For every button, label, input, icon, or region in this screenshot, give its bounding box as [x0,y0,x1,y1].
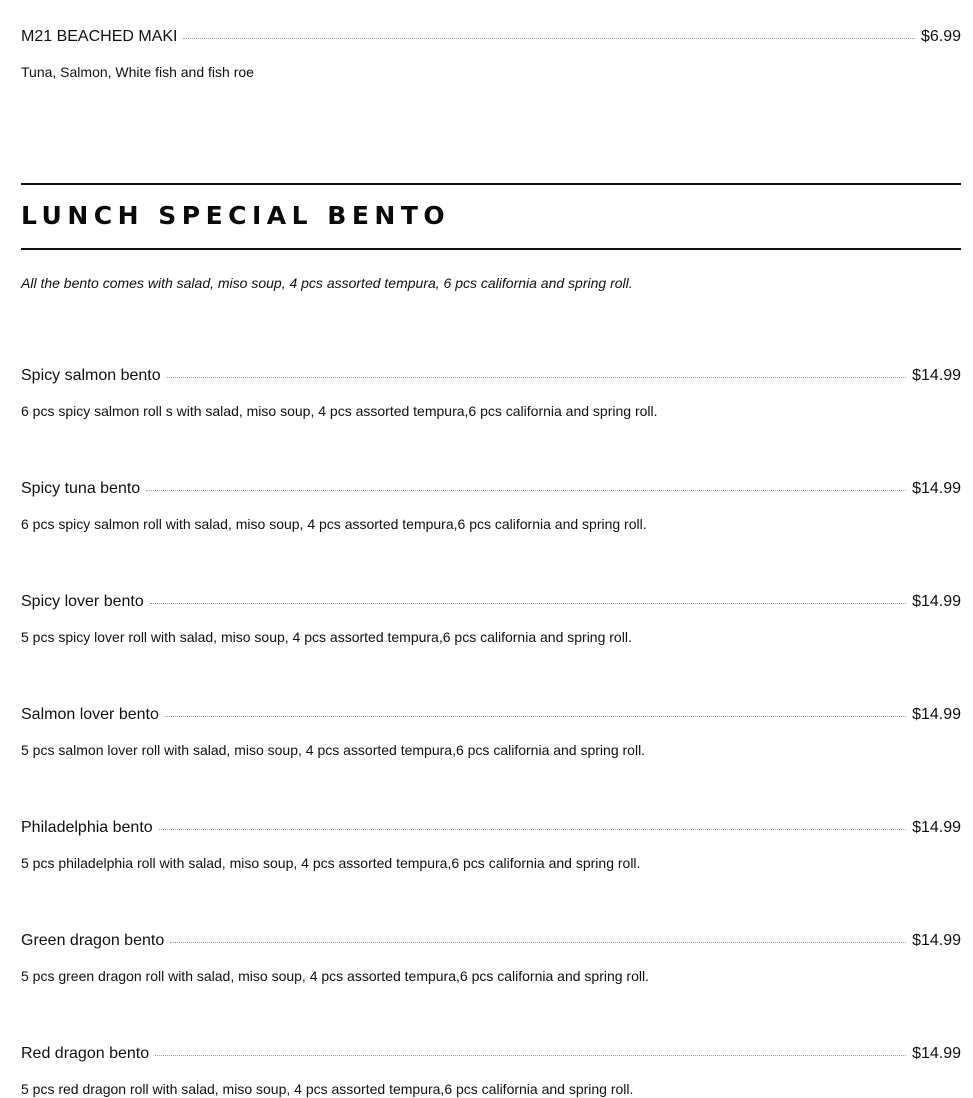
item-name: Spicy lover bento [21,593,144,610]
dotted-leader [183,38,914,39]
menu-item-green-dragon-bento [21,931,961,985]
menu-item-spicy-salmon-bento [21,366,961,420]
item-name: Spicy tuna bento [21,480,141,497]
item-description: 5 pcs spicy lover roll with salad, miso soup, 4 pcs assorted tempura,6 pcs california and spring roll. [21,629,632,645]
item-header-row [21,931,961,951]
item-header-row [21,705,961,725]
item-description: 5 pcs red dragon roll with salad, miso soup, 4 pcs assorted tempura,6 pcs california and spring roll. [21,1081,634,1097]
item-header-row [21,366,961,386]
item-header-row [21,818,961,838]
section-note: All the bento comes with salad, miso soup, 4 pcs assorted tempura, 6 pcs california and spring roll. [21,275,633,291]
item-price: $14.99 [912,1045,961,1062]
item-header-row [21,1044,961,1064]
item-description: 6 pcs spicy salmon roll s with salad, miso soup, 4 pcs assorted tempura,6 pcs california and spring roll. [21,403,658,419]
section-top-rule [21,183,961,185]
item-name: Philadelphia bento [21,819,153,836]
dotted-leader [155,1055,906,1056]
menu-item-philadelphia-bento [21,818,961,872]
item-description: 6 pcs spicy salmon roll with salad, miso soup, 4 pcs assorted tempura,6 pcs california and spring roll. [21,516,647,532]
item-description: Tuna, Salmon, White fish and fish roe [21,64,254,80]
item-description: 5 pcs philadelphia roll with salad, miso soup, 4 pcs assorted tempura,6 pcs california and spring roll. [21,855,641,871]
dotted-leader [165,716,906,717]
item-price: $14.99 [912,706,961,723]
item-header-row [21,27,961,47]
menu-item-spicy-lover-bento [21,592,961,646]
dotted-leader [146,490,906,491]
dotted-leader [167,377,906,378]
item-name: Red dragon bento [21,1045,150,1062]
menu-item-salmon-lover-bento [21,705,961,759]
menu-item-red-dragon-bento [21,1044,961,1098]
item-header-row [21,592,961,612]
item-price: $14.99 [912,367,961,384]
item-header-row [21,479,961,499]
item-price: $14.99 [912,593,961,610]
item-name: Salmon lover bento [21,706,159,723]
item-price: $6.99 [920,28,961,45]
item-description: 5 pcs green dragon roll with salad, miso soup, 4 pcs assorted tempura,6 pcs california and spring roll. [21,968,649,984]
item-name: Spicy salmon bento [21,367,161,384]
menu-item-spicy-tuna-bento [21,479,961,533]
dotted-leader [159,829,906,830]
item-price: $14.99 [912,932,961,949]
item-name: Green dragon bento [21,932,165,949]
item-description: 5 pcs salmon lover roll with salad, miso soup, 4 pcs assorted tempura,6 pcs california and spring roll. [21,742,646,758]
item-price: $14.99 [912,819,961,836]
section-title: LUNCH SPECIAL BENTO [21,201,451,230]
item-price: $14.99 [912,480,961,497]
dotted-leader [150,603,906,604]
menu-item-m21-beached-maki [21,27,961,81]
section-bottom-rule [21,248,961,250]
item-name: M21 BEACHED MAKI [21,28,178,45]
dotted-leader [170,942,906,943]
